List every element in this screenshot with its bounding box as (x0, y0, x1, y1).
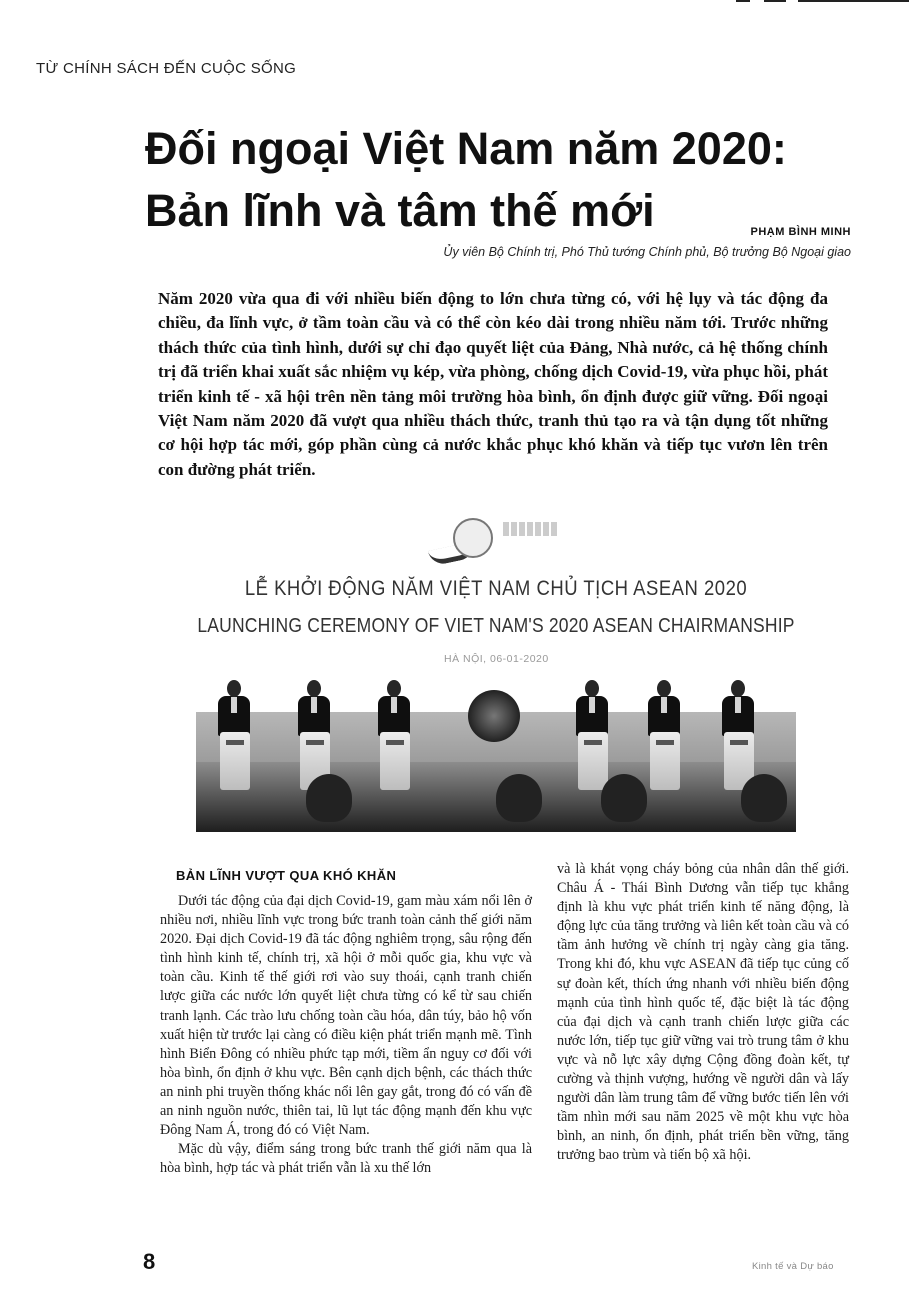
title-line-2: Bản lĩnh và tâm thế mới (145, 185, 655, 236)
flower-arrangement (306, 774, 352, 822)
dignitary-figure (646, 680, 682, 790)
dignitary-figure (376, 680, 412, 790)
lead-paragraph: Năm 2020 vừa qua đi với nhiều biến động to lớn chưa từng có, với hệ lụy và tác động đa chiều, đa lĩnh vực, ở tầm toàn cầu và có thể còn kéo dài trong nhiều năm tới. Trước những thách thức của tình hình, dưới sự chỉ đạo quyết liệt của Đảng, Nhà nước, cả hệ thống chính trị đã triển khai xuất sắc nhiệm vụ kép, vừa phòng, chống dịch Covid-19, vừa phục hồi, phát triển kinh tế - xã hội trên nền tảng môi trường hòa bình, ổn định được giữ vững. Đối ngoại Việt Nam năm 2020 đã vượt qua nhiều thách thức, tranh thủ tạo ra và tận dụng tốt những cơ hội hợp tác mới, góp phần cùng cả nước khắc phục khó khăn và tiếp tục vươn lên trên con đường phát triển. (158, 289, 828, 479)
photo-caption-english: LAUNCHING CEREMONY OF VIET NAM'S 2020 ASEAN CHAIRMANSHIP (197, 613, 795, 637)
section-subheading: BẢN LĨNH VƯỢT QUA KHÓ KHĂN (176, 868, 397, 883)
flower-arrangement (496, 774, 542, 822)
body-paragraph: Mặc dù vậy, điểm sáng trong bức tranh thế giới năm qua là hòa bình, hợp tác và phát triển vẫn là xu thế lớn (160, 1141, 532, 1177)
body-paragraph: Dưới tác động của đại dịch Covid-19, gam màu xám nổi lên ở nhiều nơi, nhiều lĩnh vực trong bức tranh toàn cảnh thế giới năm 2020. Đại dịch Covid-19 đã tác động nghiêm trọng, sâu rộng đến tình hình kinh tế, chính trị, xã hội ở mỗi quốc gia, khu vực và toàn cầu. Kinh tế thế giới rơi vào suy thoái, cạnh tranh chiến lược giữa các nước lớn quyết liệt chưa từng có kể từ sau chiến tranh lạnh. Các trào lưu chống toàn cầu hóa, dân túy, bảo hộ vốn xuất hiện từ trước lại càng có điều kiện phát triển mạnh mẽ. Tình hình Biển Đông có nhiều phức tạp mới, tiềm ẩn nguy cơ đối với hòa bình, ổn định ở khu vực. Bên cạnh dịch bệnh, các thách thức an ninh phi truyền thống khác nổi lên gay gắt, trong đó có vấn đề an ninh nguồn nước, thiên tai, lũ lụt tác động mạnh đến khu vực Đông Nam Á, trong đó có Việt Nam. (160, 893, 532, 1139)
flower-arrangement (741, 774, 787, 822)
body-paragraph: và là khát vọng cháy bỏng của nhân dân thế giới. Châu Á - Thái Bình Dương vẫn tiếp tục khẳng định là khu vực phát triển kinh tế năng động, là động lực của tăng trưởng và liên kết toàn cầu và có tầm ảnh hưởng về chính trị ngày càng gia tăng. Trong khi đó, khu vực ASEAN đã tiếp tục củng cố sự đoàn kết, thích ứng nhanh với nhiều biến động mạnh của tình hình quốc tế, đặc biệt là tác động của đại dịch và cạnh tranh chiến lược giữa các nước lớn, tiếp tục giữ vững vai trò trung tâm ở khu vực và nỗ lực xây dựng Cộng đồng đoàn kết, tự cường và thịnh vượng, hướng về người dân và lấy người dân làm trung tâm để vững bước tiến lên với tầm nhìn mới sau năm 2025 về một khu vực hòa bình, an ninh, ổn định, phát triển bền vững, tăng trưởng bao trùm và tiến bộ xã hội. (557, 861, 849, 1164)
author-role: Ủy viên Bộ Chính trị, Phó Thủ tướng Chính phủ, Bộ trưởng Bộ Ngoại giao (443, 245, 851, 259)
publication-name: Kinh tế và Dự báo (752, 1261, 834, 1272)
body-column-right (557, 860, 849, 1166)
author-name: PHẠM BÌNH MINH (750, 226, 851, 238)
dignitary-figure (720, 680, 756, 790)
article-title (145, 118, 885, 242)
body-column-left (160, 892, 532, 1178)
page-number: 8 (143, 1249, 156, 1274)
section-label: TỪ CHÍNH SÁCH ĐẾN CUỘC SỐNG (36, 60, 297, 77)
title-line-1: Đối ngoại Việt Nam năm 2020: (145, 123, 787, 174)
dignitary-figure (216, 680, 252, 790)
dignitary-figure (574, 680, 610, 790)
ceremony-photo (196, 512, 796, 832)
asean-logo-icon (421, 512, 571, 572)
photo-caption-vietnamese: LỄ KHỞI ĐỘNG NĂM VIỆT NAM CHỦ TỊCH ASEAN 2020 (244, 575, 748, 600)
flower-arrangement (601, 774, 647, 822)
gong-icon (468, 690, 520, 742)
top-rule (736, 0, 909, 3)
photo-caption-date: HÀ NỘI, 06-01-2020 (444, 653, 549, 665)
